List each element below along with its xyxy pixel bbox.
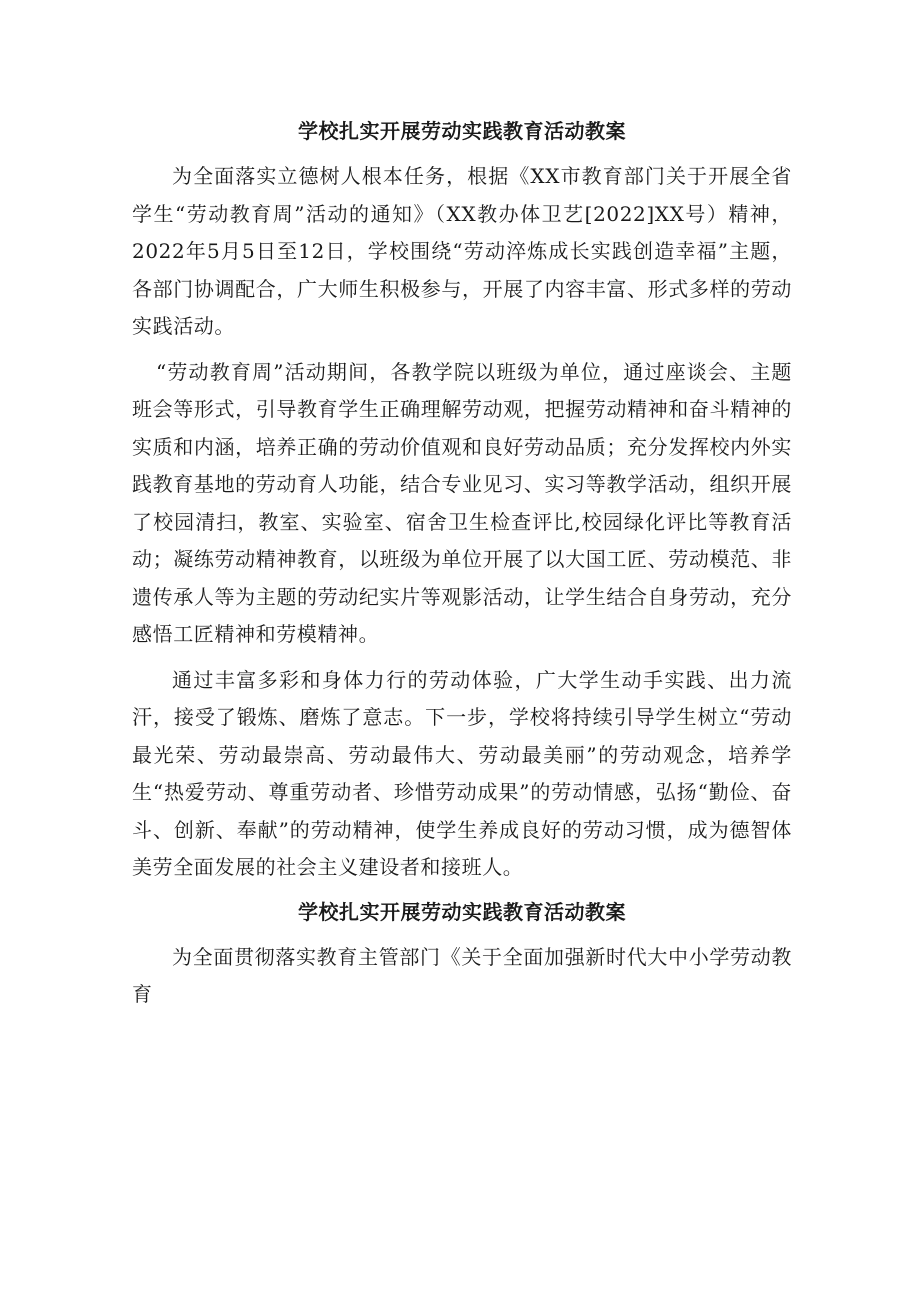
document-title: 学校扎实开展劳动实践教育活动教案 (298, 119, 626, 143)
paragraph-intro: 为全面落实立德树人根本任务，根据《XX市教育部门关于开展全省学生“劳动教育周”活动的通知》（XX教办体卫艺[2022]XX号）精神，2022年5月5日至12日，学校围绕“劳动淬炼成长实践创造幸福”主题，各部门协调配合，广大师生积极参与，开展了内容丰富、形式多样的劳动实践活动。 (132, 164, 792, 338)
document-title-second: 学校扎实开展劳动实践教育活动教案 (298, 899, 626, 924)
paragraph-activities: “劳动教育周”活动期间，各教学院以班级为单位，通过座谈会、主题班会等形式，引导教育学生正确理解劳动观，把握劳动精神和奋斗精神的实质和内涵，培养正确的劳动价值观和良好劳动品质；充分发挥校内外实践教育基地的劳动育人功能，结合专业见习、实习等教学活动，组织开展了校园清扫，教室、实验室、宿舍卫生检查评比,校园绿化评比等教育活动；凝练劳动精神教育，以班级为单位开展了以大国工匠、劳动模范、非遗传承人等为主题的劳动纪实片等观影活动，让学生结合自身劳动，充分感悟工匠精神和劳模精神。 (132, 359, 792, 646)
paragraph-second-intro: 为全面贯彻落实教育主管部门《关于全面加强新时代大中小学劳动教育 (132, 944, 792, 1006)
paragraph-conclusion: 通过丰富多彩和身体力行的劳动体验，广大学生动手实践、出力流汗，接受了锻炼、磨炼了意志。下一步，学校将持续引导学生树立“劳动最光荣、劳动最崇高、劳动最伟大、劳动最美丽”的劳动观念，培养学生“热爱劳动、尊重劳动者、珍惜劳动成果”的劳动情感，弘扬“勤俭、奋斗、创新、奉献”的劳动精神，使学生养成良好的劳动习惯，成为德智体美劳全面发展的社会主义建设者和接班人。 (132, 667, 792, 879)
